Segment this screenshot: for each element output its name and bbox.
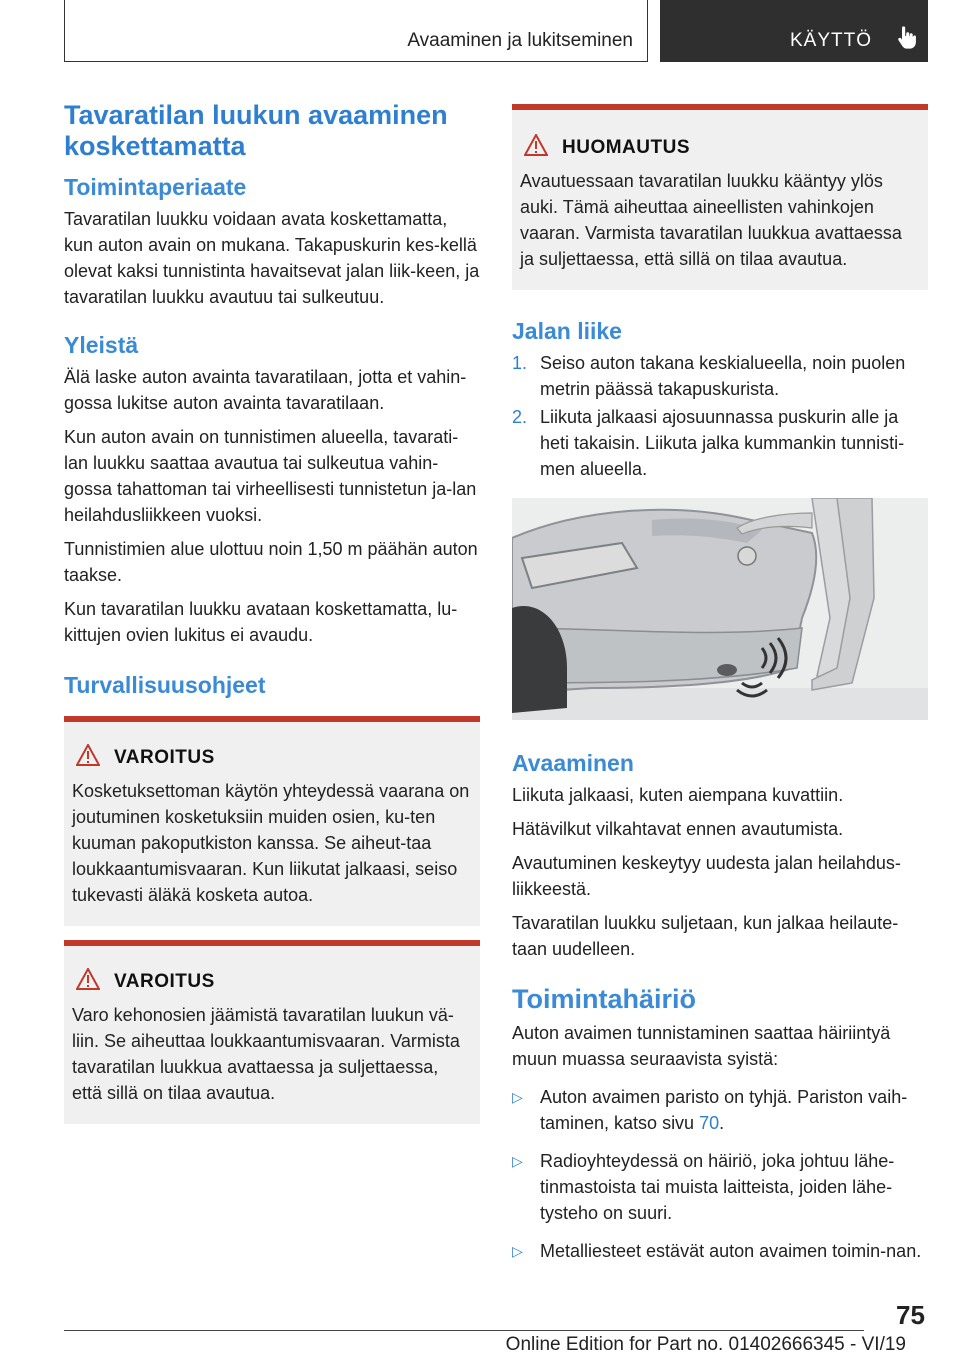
- warning-label: VAROITUS: [114, 971, 215, 992]
- safety-heading: Turvallisuusohjeet: [64, 672, 266, 698]
- warning-text: Varo kehonosien jäämistä tavaratilan luukun vä-liin. Se aiheuttaa loukkaantumisvaaran. Varmista tavaratilan luukkua avattaessa ja suljettaessa, että sillä on tilaa avautua.: [72, 1005, 460, 1103]
- notice-label: HUOMAUTUS: [562, 137, 690, 158]
- opening-paragraph: Tavaratilan luukku suljetaan, kun jalkaa heilaute-taan uudelleen.: [512, 913, 899, 959]
- steps-list: [512, 350, 928, 482]
- footer-edition: Online Edition for Part no. 01402666345 - VI/19: [505, 1334, 906, 1355]
- list-item: ▷ Radioyhteydessä on häiriö, joka johtuu lähe-tinmastoista tai muista laitteista, joiden lähe-tysteho on suuri.: [512, 1148, 928, 1226]
- general-paragraph: Älä laske auton avainta tavaratilaan, jotta et vahin-gossa lukitse auton avainta tavaratilaan.: [64, 367, 467, 413]
- opening-heading: Avaaminen: [512, 750, 634, 776]
- warning-box: [64, 716, 480, 926]
- foot-motion-heading: Jalan liike: [512, 318, 622, 344]
- warning-text: Kosketuksettoman käytön yhteydessä vaarana on joutuminen kosketuksiin muiden osien, ku-ten kuuman pakoputkiston kanssa. Se aiheut-taa loukkaantumisvaaran. Kun liikutat jalkaasi, seiso tukevasti äläkä kosketa autoa.: [72, 781, 470, 905]
- malfunction-list: [512, 1084, 928, 1264]
- principle-heading: Toimintaperiaate: [64, 174, 247, 200]
- warning-triangle-icon: [72, 968, 100, 996]
- triangle-bullet-icon: ▷: [512, 1153, 523, 1169]
- page-header: [64, 0, 928, 64]
- general-paragraph: Kun tavaratilan luukku avataan koskettamatta, lu-kittujen ovien lukitus ei avaudu.: [64, 599, 458, 645]
- opening-paragraph: Liikuta jalkaasi, kuten aiempana kuvattiin.: [512, 785, 844, 805]
- chapter-title: KÄYTTÖ: [789, 30, 872, 51]
- opening-paragraph: Hätävilkut vilkahtavat ennen avautumista.: [512, 819, 844, 839]
- warning-label: VAROITUS: [114, 747, 215, 768]
- footer-divider: [64, 1330, 864, 1331]
- page-number: 75: [896, 1300, 925, 1330]
- section-title: Avaaminen ja lukitseminen: [64, 0, 648, 62]
- warning-triangle-icon: [72, 744, 100, 772]
- warning-triangle-icon: [520, 134, 548, 162]
- principle-text: Tavaratilan luukku voidaan avata koskettamatta, kun auton avain on mukana. Takapuskurin kes-kellä olevat kaksi tunnistinta havaitsevat jalan liik-keen, ja tavaratilan luukku avautuu tai sulkeutuu.: [64, 209, 480, 307]
- triangle-bullet-icon: ▷: [512, 1089, 523, 1105]
- page-title: Tavaratilan luukun avaaminen koskettamatta: [64, 100, 448, 161]
- warning-box: [64, 940, 480, 1124]
- general-paragraph: Tunnistimien alue ulottuu noin 1,50 m päähän auton taakse.: [64, 539, 478, 585]
- list-item: ▷ Metalliesteet estävät auton avaimen toimin-nan.: [512, 1238, 928, 1264]
- list-item: 2. Liikuta jalkaasi ajosuunnassa puskurin alle ja heti takaisin. Liikuta jalka kummankin tunnisti-men alueella.: [512, 407, 905, 479]
- opening-paragraph: Avautuminen keskeytyy uudesta jalan heilahdus-liikkeestä.: [512, 853, 901, 899]
- general-paragraph: Kun auton avain on tunnistimen alueella, tavarati-lan luukku saattaa avautua tai sulkeutua vahin-gossa tahattoman tai virheellisesti tunnistetun ja-lan heilahdusliikkeen vuoksi.: [64, 427, 477, 525]
- hand-pointer-icon: [894, 26, 918, 56]
- malfunction-intro: Auton avaimen tunnistaminen saattaa häiriintyä muun muassa seuraavista syistä:: [512, 1023, 891, 1069]
- list-item: 1. Seiso auton takana keskialueella, noin puolen metrin päässä takapuskurista.: [512, 353, 906, 399]
- notice-text: Avautuessaan tavaratilan luukku kääntyy ylös auki. Tämä aiheuttaa aineellisten vahinkojen vaaran. Varmista tavaratilan luukkua avattaessa ja suljettaessa, että sillä on tilaa avautua.: [520, 171, 902, 269]
- malfunction-heading: Toimintahäiriö: [512, 984, 697, 1014]
- chapter-tab: [660, 0, 928, 62]
- triangle-bullet-icon: ▷: [512, 1243, 523, 1259]
- car-foot-illustration: [512, 498, 928, 720]
- notice-box: [512, 104, 928, 290]
- page-link[interactable]: 70: [699, 1113, 720, 1133]
- right-column: [512, 104, 928, 1276]
- list-item: ▷ Auton avaimen paristo on tyhjä. Pariston vaih-taminen, katso sivu 70.: [512, 1084, 928, 1136]
- general-heading: Yleistä: [64, 332, 139, 358]
- left-column: [64, 100, 480, 1124]
